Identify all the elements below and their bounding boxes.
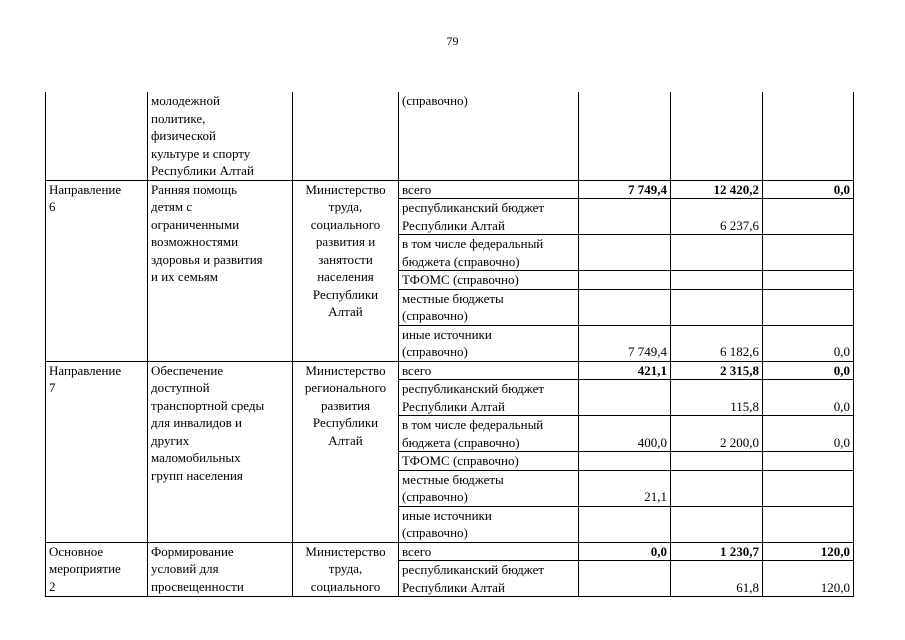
value-cell: 6 237,6: [671, 199, 763, 235]
name-cell: молодежной политике, физической культуре и спорту Республики Алтай: [148, 92, 293, 180]
value-cell: 7 749,4: [579, 180, 671, 199]
value-cell: 2 315,8: [671, 361, 763, 380]
value-cell: 2 200,0: [671, 416, 763, 452]
value-cell: [671, 452, 763, 471]
name-cell: Формирование условий для просвещенности: [148, 542, 293, 597]
value-cell: 0,0: [763, 361, 854, 380]
value-cell: [763, 92, 854, 180]
value-cell: 120,0: [763, 561, 854, 597]
value-cell: 7 749,4: [579, 325, 671, 361]
value-cell: 0,0: [763, 416, 854, 452]
value-cell: 0,0: [579, 542, 671, 561]
source-cell: всего: [399, 361, 579, 380]
value-cell: 6 182,6: [671, 325, 763, 361]
value-cell: [763, 199, 854, 235]
value-cell: [579, 92, 671, 180]
source-cell: местные бюджеты (справочно): [399, 289, 579, 325]
direction-cell: [46, 92, 148, 180]
value-cell: [579, 561, 671, 597]
source-cell: всего: [399, 542, 579, 561]
value-cell: [579, 506, 671, 542]
executor-cell: Министерство труда, социального развития и занятости населения Республики Алтай: [293, 180, 399, 361]
value-cell: [763, 452, 854, 471]
source-cell: ТФОМС (справочно): [399, 271, 579, 290]
direction-cell: Направление 6: [46, 180, 148, 361]
source-cell: иные источники (справочно): [399, 325, 579, 361]
value-cell: 400,0: [579, 416, 671, 452]
value-cell: 0,0: [763, 380, 854, 416]
source-cell: республиканский бюджет Республики Алтай: [399, 199, 579, 235]
value-cell: [671, 506, 763, 542]
value-cell: [763, 506, 854, 542]
source-cell: в том числе федеральный бюджета (справочно): [399, 235, 579, 271]
value-cell: [579, 235, 671, 271]
value-cell: 421,1: [579, 361, 671, 380]
source-cell: республиканский бюджет Республики Алтай: [399, 380, 579, 416]
source-cell: иные источники (справочно): [399, 506, 579, 542]
table-row: [46, 180, 854, 199]
table-row: [46, 361, 854, 380]
direction-cell: Основное мероприятие 2: [46, 542, 148, 597]
source-cell: (справочно): [399, 92, 579, 180]
source-cell: местные бюджеты (справочно): [399, 470, 579, 506]
value-cell: [671, 271, 763, 290]
value-cell: [671, 92, 763, 180]
name-cell: Обеспечение доступной транспортной среды для инвалидов и других маломобильных групп населения: [148, 361, 293, 542]
source-cell: в том числе федеральный бюджета (справочно): [399, 416, 579, 452]
table-row: [46, 92, 854, 180]
source-cell: всего: [399, 180, 579, 199]
value-cell: [579, 452, 671, 471]
value-cell: [763, 470, 854, 506]
table-row: [46, 542, 854, 561]
executor-cell: Министерство труда, социального: [293, 542, 399, 597]
executor-cell: Министерство регионального развития Республики Алтай: [293, 361, 399, 542]
budget-table: [45, 92, 854, 597]
value-cell: [579, 199, 671, 235]
value-cell: [763, 289, 854, 325]
value-cell: [579, 289, 671, 325]
value-cell: [579, 380, 671, 416]
value-cell: 115,8: [671, 380, 763, 416]
value-cell: 1 230,7: [671, 542, 763, 561]
value-cell: 12 420,2: [671, 180, 763, 199]
direction-cell: Направление 7: [46, 361, 148, 542]
executor-cell: [293, 92, 399, 180]
value-cell: [671, 289, 763, 325]
page-number: 79: [446, 34, 459, 48]
value-cell: 0,0: [763, 180, 854, 199]
value-cell: 0,0: [763, 325, 854, 361]
value-cell: 61,8: [671, 561, 763, 597]
value-cell: 21,1: [579, 470, 671, 506]
value-cell: [763, 271, 854, 290]
value-cell: [579, 271, 671, 290]
source-cell: республиканский бюджет Республики Алтай: [399, 561, 579, 597]
value-cell: [763, 235, 854, 271]
value-cell: [671, 235, 763, 271]
name-cell: Ранняя помощь детям с ограниченными возможностями здоровья и развития и их семьям: [148, 180, 293, 361]
value-cell: [671, 470, 763, 506]
source-cell: ТФОМС (справочно): [399, 452, 579, 471]
value-cell: 120,0: [763, 542, 854, 561]
